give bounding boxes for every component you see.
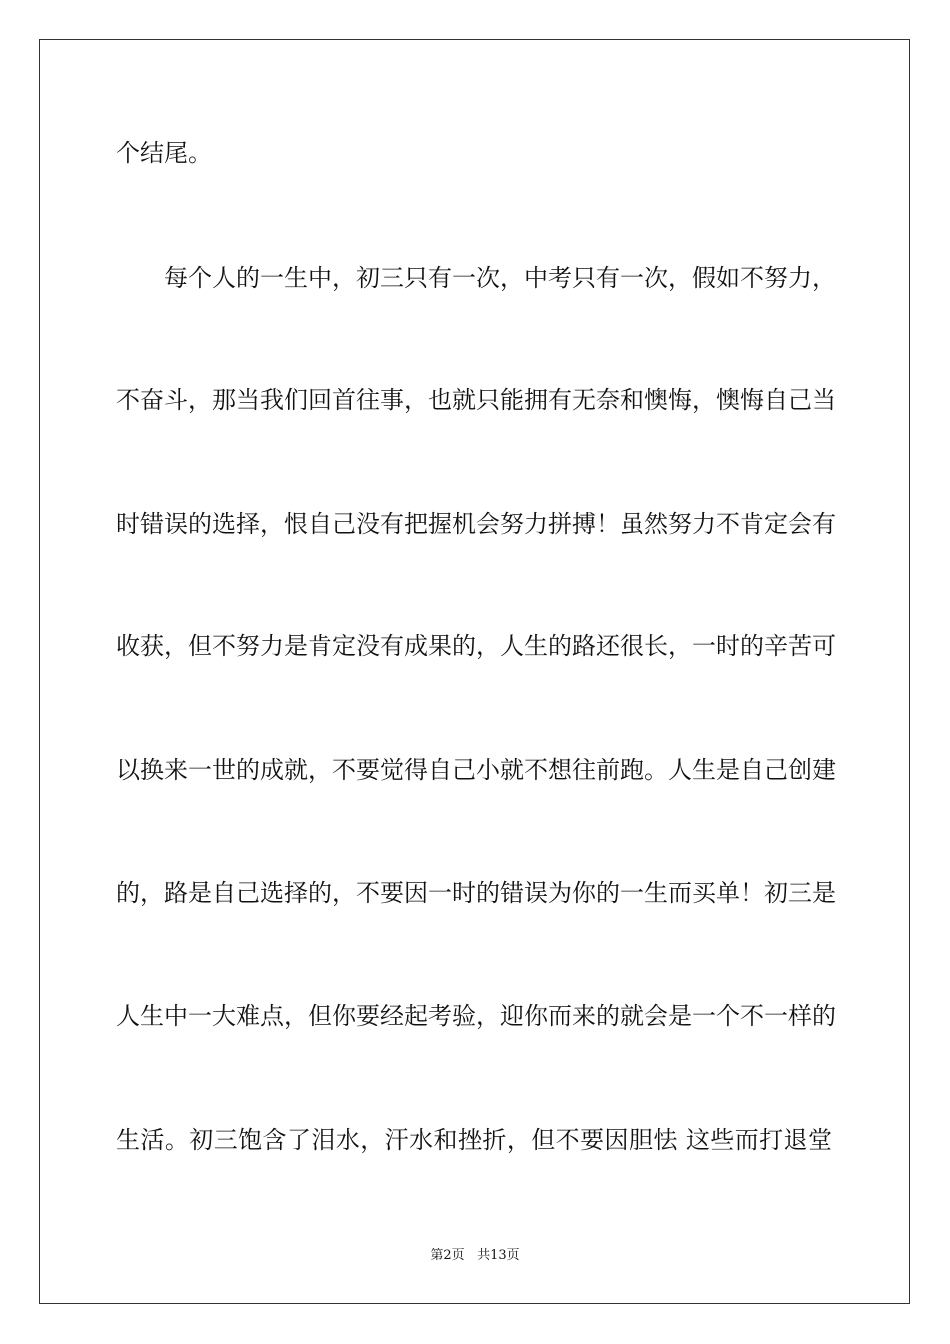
text-line-7: 的，路是自己选择的，不要因一时的错误为你的一生而买单！初三是: [116, 879, 836, 907]
text-line-1: 个结尾。: [116, 139, 212, 167]
text-line-9: 生活。初三饱含了泪水，汗水和挫折，但不要因胆怯 这些而打退堂: [116, 1126, 832, 1154]
text-line-3: 不奋斗，那当我们回首往事，也就只能拥有无奈和懊悔，懊悔自己当: [116, 386, 836, 414]
text-line-2: 每个人的一生中，初三只有一次，中考只有一次，假如不努力，: [164, 264, 836, 292]
text-line-8: 人生中一大难点，但你要经起考验，迎你而来的就会是一个不一样的: [116, 1002, 836, 1030]
text-line-5: 收获，但不努力是肯定没有成果的，人生的路还很长，一时的辛苦可: [116, 632, 836, 660]
page-total: 共13页: [477, 1248, 520, 1263]
page-footer: [0, 1247, 950, 1265]
page-border: [39, 39, 910, 1304]
page-number: 第2页: [430, 1248, 465, 1263]
text-line-4: 时错误的选择，恨自己没有把握机会努力拼搏！虽然努力不肯定会有: [116, 510, 836, 538]
text-line-6: 以换来一世的成就，不要觉得自己小就不想往前跑。人生是自己创建: [116, 756, 836, 784]
